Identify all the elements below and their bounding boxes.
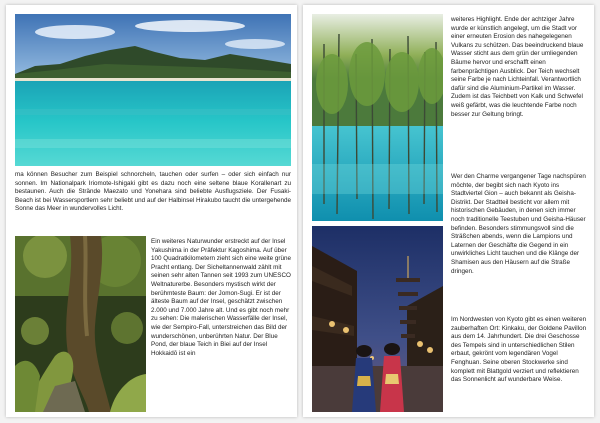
paragraph-snorkeling: ma können Besucher zum Beispiel schnorcheln, tauchen oder surfen – oder sich einfach nur sonnen. Im Nationalpark Iriomote-Ishigaki gibt es dazu noch eine seltene blaue Korallenart zu bestaunen. Auch die Strände Maezato und Yonehara sind beliebte Ausflugsziele. Der Fusaki-Beach ist bei Wassersportlern sehr beliebt und auf der Halbinsel Hirakubo taucht die untergehende Sonne das Meer in wundervolles Licht.	[15, 171, 291, 213]
island-beach-photo	[15, 14, 291, 166]
gion-street-photo	[312, 226, 443, 412]
paragraph-blue-pond: weiteres Highlight. Ende der achtziger Jahre wurde er künstlich angelegt, um die Stadt vor einer erneuten Erosion des nahegelegenen Vulkans zu schützen. Das beeindruckend blaue Wasser sticht aus dem grün der umliegenden Bäume hervor und erschafft einen farbenprächtigen Ausblick. Der Teich wechselt seine Farbe je nach Lichteinfall. Verantwortlich dafür sind die Aluminium-Partikel im Wasser. Zudem ist das Teichbett von Kalk und Schwefel weiß gefärbt, was die leuchtende Farbe noch besser zur Geltung bringt.	[451, 16, 584, 118]
cedar-forest-photo	[15, 236, 146, 412]
paragraph-gion: Wer den Charme vergangener Tage nachspüren möchte, der begibt sich nach Kyoto ins Stadtviertel Gion – auch bekannt als Geisha-Distrikt. Der Stadtteil besticht vor allem mit historischen Gebäuden, in denen sich immer noch traditionelle Teestuben und Geisha-Häuser befinden. Besonders stimmungsvoll sind die Sträßchen abends, wenn die Lampions und Laternen der Geschäfte die Gegend in ein unwirkliches Licht tauchen und die Klänge der Shamisen aus den Häusern auf die Straße dringen.	[451, 173, 586, 275]
blue-pond-photo	[312, 14, 443, 221]
right-page	[303, 5, 594, 417]
paragraph-kinkaku: Im Nordwesten von Kyoto gibt es einen weiteren zauberhaften Ort: Kinkaku, der Goldene Pavillon aus dem 14. Jahrhundert. Die drei Geschosse des Tempels sind in unterschiedlichen Stilen erbaut, gekrönt vom legendären Vogel Fenghuan. Seine oberen Stockwerke sind komplett mit Blattgold verziert und reflektieren das Sonnenlicht auf wunderbare Weise.	[451, 316, 587, 384]
left-page	[6, 5, 297, 417]
paragraph-yakushima: Ein weiteres Naturwunder erstreckt auf der Insel Yakushima in der Präfektur Kagoshima. Auf über 100 Quadratkilometern zieht sich eine weite grüne Pracht entlang. Der Sicheltannenwald zählt mit seinen sehr alten Tannen seit 1993 zum UNESCO Weltnaturerbe. Besonders mystisch wirkt der berühmteste Baum: der Jomon-Sugi. Er ist der älteste Baum auf der Insel, geschätzt zwischen 2.000 und 7.000 Jahre alt. Und es gibt noch mehr zu sehen: Die malerischen Wasserfälle der Insel, wie der Sempiro-Fall, unterstreichen das Bild der wunderschönen, unberührten Natur. Der Blue Pond, der blaue Teich in Biei auf der Insel Hokkaidō ist ein	[151, 238, 292, 357]
